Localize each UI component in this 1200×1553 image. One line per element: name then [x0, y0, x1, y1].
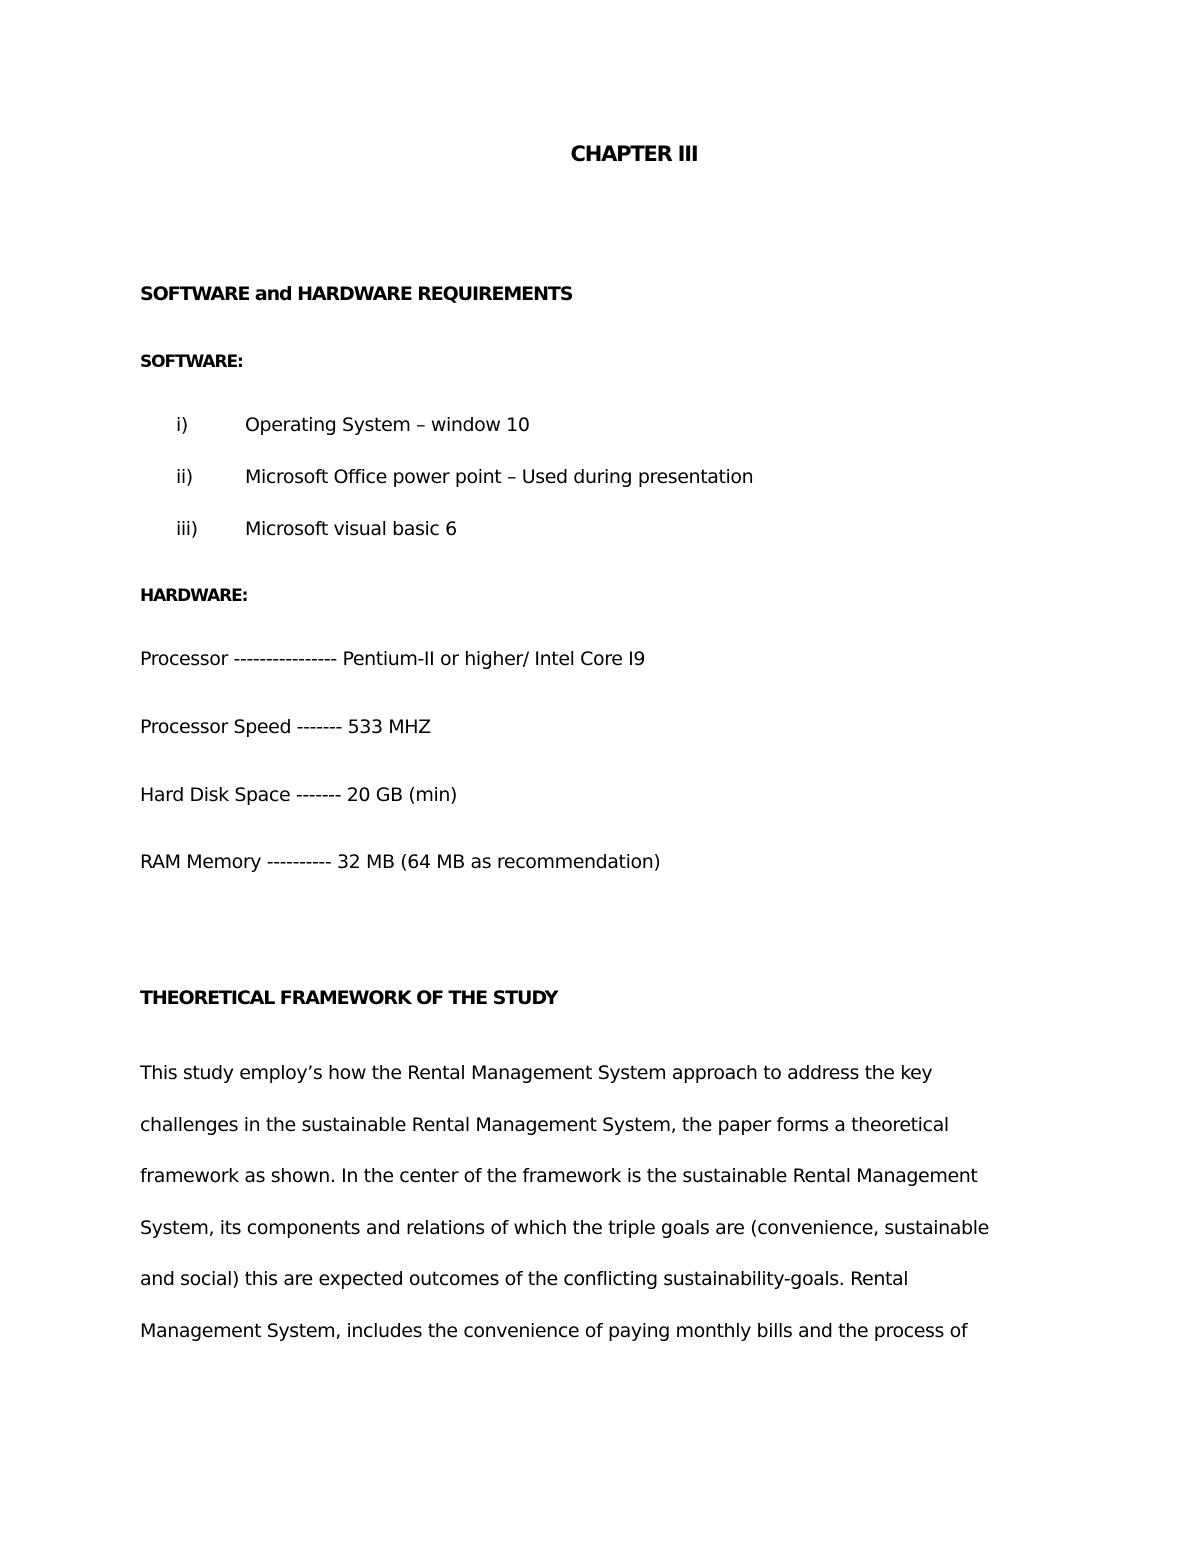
hardware-spec-line: RAM Memory ---------- 32 MB (64 MB as recommendation) [140, 851, 661, 873]
paragraph-line: framework as shown. In the center of the framework is the sustainable Rental Management [140, 1165, 978, 1188]
chapter-title: CHAPTER III [570, 142, 698, 166]
hardware-label: HARDWARE: [140, 586, 248, 606]
paragraph-line: System, its components and relations of which the triple goals are (convenience, sustainable [140, 1216, 989, 1239]
framework-heading: THEORETICAL FRAMEWORK OF THE STUDY [140, 987, 558, 1009]
software-label: SOFTWARE: [140, 352, 243, 372]
paragraph-line: Management System, includes the convenience of paying monthly bills and the process of [140, 1319, 968, 1342]
list-number: ii) [176, 466, 193, 488]
list-number: iii) [176, 518, 198, 540]
paragraph-line: This study employ’s how the Rental Management System approach to address the key [140, 1062, 933, 1084]
paragraph-line: challenges in the sustainable Rental Management System, the paper forms a theoretical [140, 1113, 949, 1136]
requirements-heading: SOFTWARE and HARDWARE REQUIREMENTS [140, 283, 573, 305]
list-text: Operating System – window 10 [245, 414, 530, 436]
hardware-spec-line: Hard Disk Space ------- 20 GB (min) [140, 784, 457, 806]
list-text: Microsoft visual basic 6 [245, 518, 457, 540]
list-number: i) [176, 414, 188, 436]
hardware-spec-line: Processor Speed ------- 533 MHZ [140, 716, 431, 738]
hardware-spec-line: Processor ---------------- Pentium-II or higher/ Intel Core I9 [140, 648, 646, 670]
list-text: Microsoft Office power point – Used during presentation [245, 466, 754, 488]
framework-paragraph [140, 1048, 1040, 1358]
paragraph-line: and social) this are expected outcomes of the conflicting sustainability-goals. Rental [140, 1268, 909, 1291]
